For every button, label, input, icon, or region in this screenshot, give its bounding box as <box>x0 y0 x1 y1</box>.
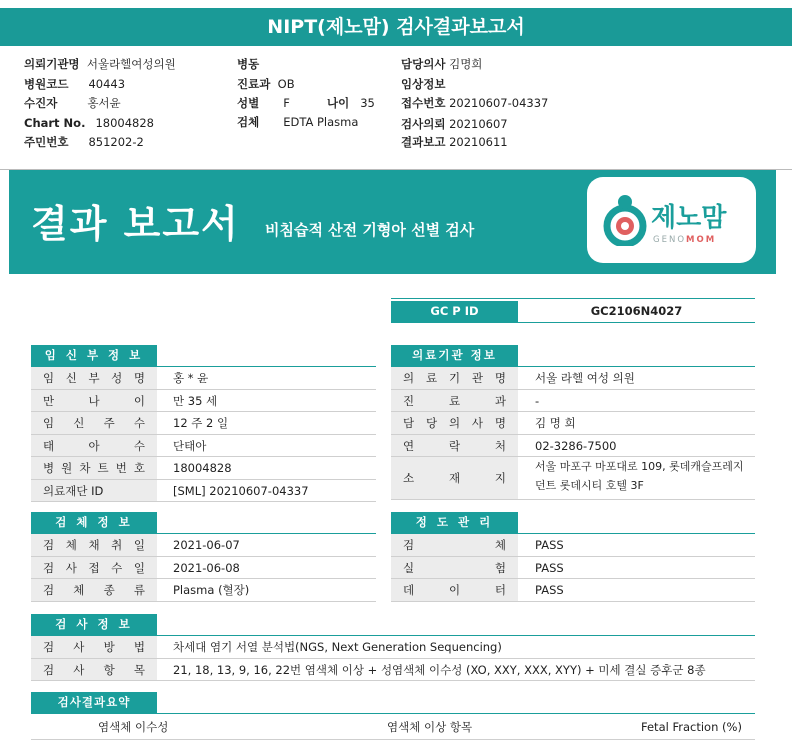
summary-heading: 검사결과요약 <box>31 692 157 713</box>
quality-label <box>391 557 518 579</box>
pregnant-label-text: 태 아 수 <box>43 438 145 453</box>
genomom-logo <box>587 177 756 263</box>
specimen-row-divider <box>31 601 376 602</box>
institution-address-line2: 던트 롯데시티 호텔 3F <box>535 479 644 492</box>
institution-label <box>391 390 518 412</box>
pregnant-label-text: 의료재단 ID <box>43 483 104 498</box>
pregnant-value: 단태아 <box>173 438 207 453</box>
specimen-value: Plasma (혈장) <box>173 583 250 597</box>
report-title: NIPT(제노맘) 검사결과보고서 <box>0 8 792 46</box>
report-banner <box>9 170 776 274</box>
header-request-date: 검사의뢰 20210607 <box>401 117 508 131</box>
pregnant-label-text: 임 신 부 성 명 <box>43 371 145 385</box>
specimen-label <box>31 557 157 579</box>
pregnant-label <box>31 435 157 457</box>
header-ward: 병동 <box>237 57 260 71</box>
institution-address-line1: 서울 마포구 마포대로 109, 롯데캐슬프레지 <box>535 460 744 473</box>
summary-col-aneuploidy: 염색체 이수성 <box>98 720 169 734</box>
quality-label-text: 검 체 <box>403 538 506 552</box>
header-report-date: 결과보고 20210611 <box>401 135 508 149</box>
institution-value: 김 명 희 <box>535 416 576 430</box>
specimen-heading: 검 체 정 보 <box>31 512 157 533</box>
specimen-label-text: 검 체 채 취 일 <box>43 538 145 552</box>
specimen-label-text: 검 체 종 류 <box>43 583 145 597</box>
institution-address-label <box>391 457 518 499</box>
institution-value: 서울 라헬 여성 의원 <box>535 371 635 385</box>
header-specimen: 검체 EDTA Plasma <box>237 115 359 129</box>
quality-value: PASS <box>535 538 564 552</box>
pregnant-label <box>31 457 157 479</box>
quality-value: PASS <box>535 560 564 575</box>
institution-address-divider <box>391 499 755 500</box>
specimen-label-text: 검 사 접 수 일 <box>43 560 145 575</box>
pregnant-label-text: 병 원 차 트 번 호 <box>43 461 145 475</box>
genomom-logo-icon <box>603 194 647 246</box>
quality-label-text: 실 험 <box>403 560 506 575</box>
pregnant-row-divider <box>31 501 376 502</box>
header-clinical-info: 임상정보 <box>401 77 446 91</box>
institution-label <box>391 367 518 389</box>
summary-col-fetal-fraction: Fetal Fraction (%) <box>641 720 742 734</box>
institution-label <box>391 435 518 457</box>
header-chart-no: Chart No. 18004828 <box>24 116 154 130</box>
specimen-label <box>31 534 157 556</box>
pregnant-label-text: 임 신 주 수 <box>43 416 145 430</box>
test-label <box>31 659 157 681</box>
pregnant-label <box>31 412 157 434</box>
gcpid-value: GC2106N4027 <box>590 304 683 318</box>
pregnant-label <box>31 390 157 412</box>
header-hospital-code: 병원코드 40443 <box>24 77 126 91</box>
gcpid-top-line <box>391 298 755 299</box>
pregnant-value: 홍 * 윤 <box>173 371 209 385</box>
summary-heading-line <box>31 713 755 714</box>
test-value: 21, 18, 13, 9, 16, 22번 염색체 이상 + 성염색체 이수성 (XO, XXY, XXX, XYY) + 미세 결실 증후군 8종 <box>173 662 706 677</box>
banner-title: 결과 보고서 <box>31 202 240 246</box>
institution-label-text: 담 당 의 사 명 <box>403 416 506 430</box>
quality-label <box>391 579 518 601</box>
quality-value: PASS <box>535 583 564 597</box>
header-receipt-no: 접수번호 20210607-04337 <box>401 96 549 110</box>
header-info <box>0 46 792 170</box>
pregnant-value: [SML] 20210607-04337 <box>173 483 309 498</box>
summary-col-abnormal: 염색체 이상 항목 <box>387 720 473 734</box>
institution-label-text: 의 료 기 관 명 <box>403 371 506 385</box>
header-resident-no: 주민번호 851202-2 <box>24 135 144 149</box>
test-value: 차세대 염기 서열 분석법(NGS, Next Generation Sequencing) <box>173 640 502 654</box>
header-age: 나이 35 <box>327 96 375 110</box>
test-label-text: 검 사 항 목 <box>43 662 145 677</box>
pregnant-heading: 임 신 부 정 보 <box>31 345 157 366</box>
pregnant-value: 12 주 2 일 <box>173 416 229 430</box>
test-label <box>31 636 157 658</box>
pregnant-value: 18004828 <box>173 461 232 475</box>
test-label-text: 검 사 방 법 <box>43 640 145 654</box>
header-institution: 의뢰기관명 서울라헬여성의원 <box>24 57 176 71</box>
institution-address-label-text: 소 재 지 <box>403 471 506 485</box>
header-sex: 성별 F <box>237 96 290 110</box>
pregnant-label-text: 만 나 이 <box>43 393 145 408</box>
summary-bottom-line <box>31 739 755 740</box>
institution-label-text: 연 락 처 <box>403 438 506 453</box>
specimen-label <box>31 579 157 601</box>
logo-text: 제노맘 <box>651 203 727 233</box>
institution-label <box>391 412 518 434</box>
pregnant-label <box>31 367 157 389</box>
banner-subtitle: 비침습적 산전 기형아 선별 검사 <box>265 221 475 239</box>
test-heading: 검 사 정 보 <box>31 614 157 635</box>
specimen-value: 2021-06-08 <box>173 560 240 575</box>
institution-value: 02-3286-7500 <box>535 438 617 453</box>
pregnant-value: 만 35 세 <box>173 393 218 408</box>
header-patient: 수진자 홍서윤 <box>24 96 121 110</box>
quality-heading: 정 도 관 리 <box>391 512 518 533</box>
quality-label <box>391 534 518 556</box>
institution-value: - <box>535 393 540 408</box>
gcpid-bottom-line <box>391 322 755 323</box>
institution-heading: 의료기관 정보 <box>391 345 518 366</box>
header-department: 진료과 OB <box>237 77 295 91</box>
specimen-value: 2021-06-07 <box>173 538 240 552</box>
header-doctor: 담당의사 김명희 <box>401 57 483 71</box>
quality-row-divider <box>391 601 755 602</box>
gcpid-label: GC P ID <box>391 301 518 322</box>
test-row-divider <box>31 680 755 681</box>
quality-label-text: 데 이 터 <box>403 583 506 597</box>
logo-subtext: GENOMOM <box>653 235 717 245</box>
institution-label-text: 진 료 과 <box>403 393 506 408</box>
pregnant-label <box>31 480 157 502</box>
